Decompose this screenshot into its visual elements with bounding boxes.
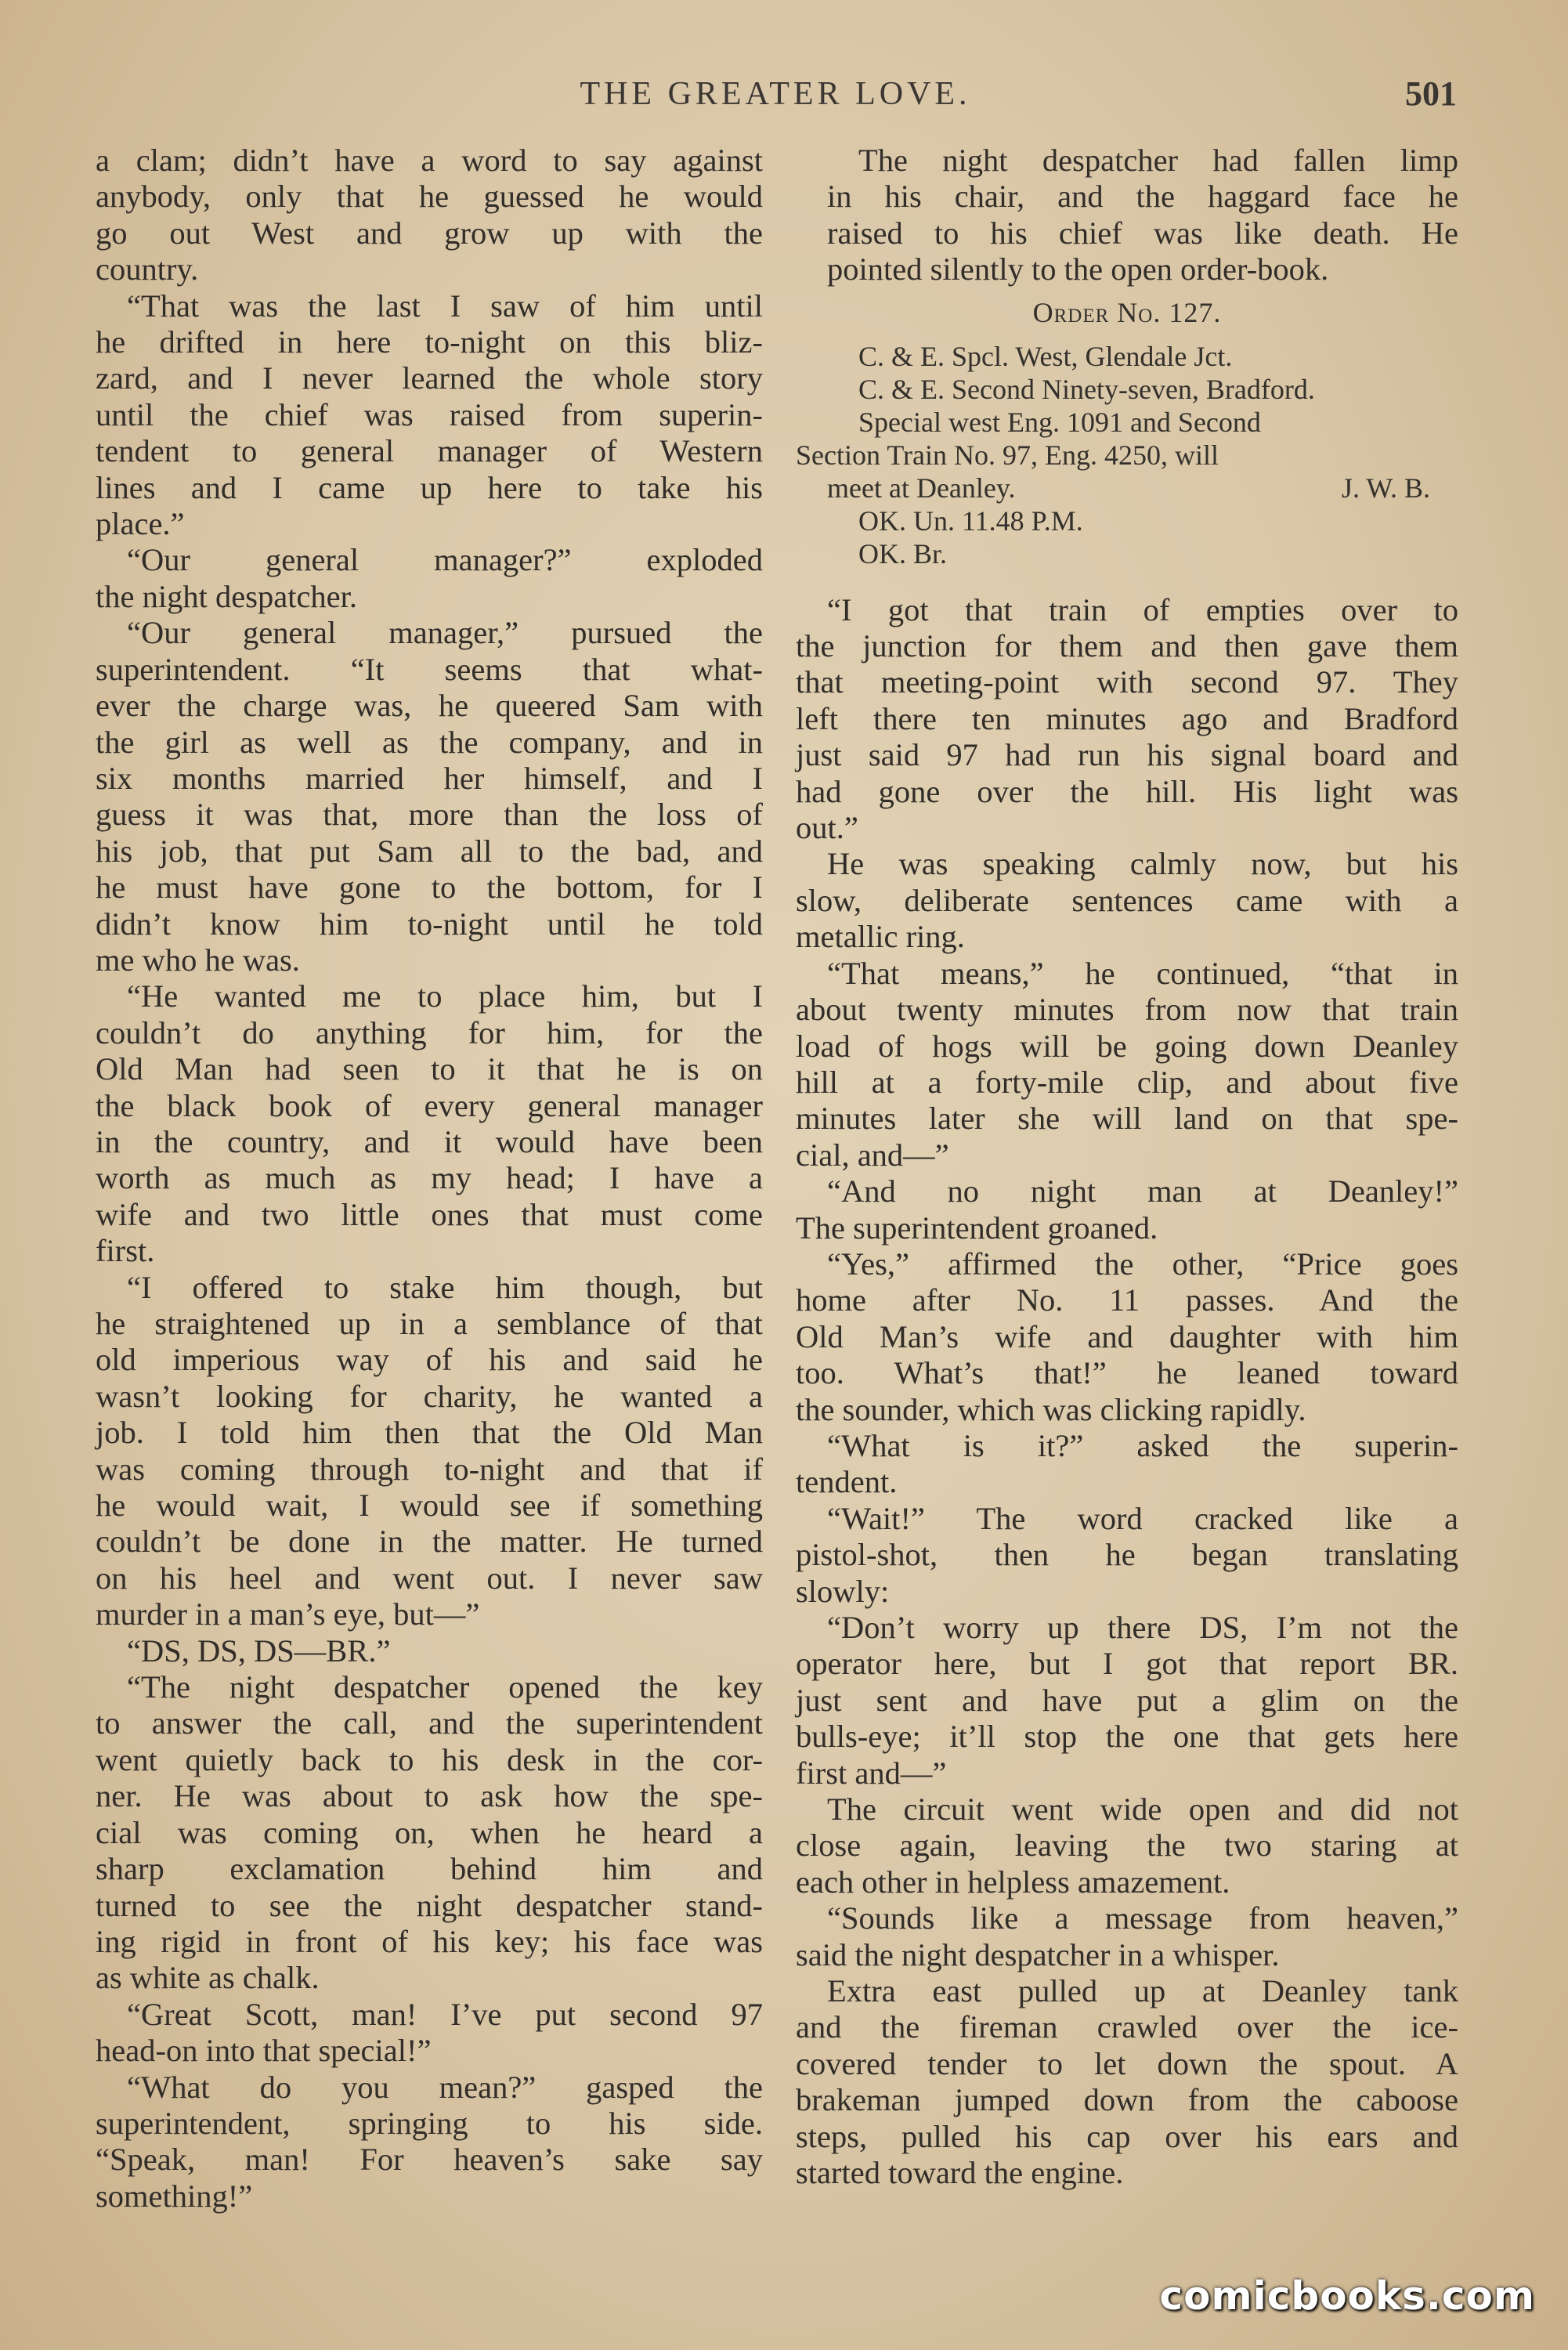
text-line: “Our general manager,” pursued the: [127, 615, 763, 651]
paragraph: [96, 2070, 763, 2215]
text-line: until the chief was raised from superin-: [96, 396, 763, 432]
order-line: meet at Deanley.: [827, 472, 1016, 504]
text-line: said the night despatcher in a whisper.: [796, 1936, 1280, 1972]
text-line: “What is it?” asked the superin-: [827, 1427, 1458, 1463]
text-line: guess it was that, more than the loss of: [96, 797, 763, 833]
paragraph: [96, 615, 763, 978]
text-line: “He wanted me to place him, but I: [127, 978, 763, 1014]
watermark-logo: comicbooks.com: [1159, 2273, 1535, 2319]
text-line: “DS, DS, DS—BR.”: [127, 1632, 391, 1668]
text-line: was coming through to-night and that if: [96, 1451, 763, 1487]
text-line: “I offered to stake him though, but: [127, 1269, 763, 1305]
text-line: lines and I came up here to take his: [96, 469, 763, 505]
paragraph: [796, 143, 1458, 288]
text-line: cial, and—”: [796, 1137, 949, 1173]
text-line: brakeman jumped down from the caboose: [796, 2082, 1458, 2118]
text-line: the black book of every general manager: [96, 1087, 763, 1123]
text-line: The circuit went wide open and did not: [827, 1791, 1458, 1828]
text-line: Old Man had seen to it that he is on: [96, 1051, 763, 1087]
text-line: “Great Scott, man! I’ve put second 97: [127, 1996, 763, 2032]
text-line: sharp exclamation behind him and: [96, 1851, 763, 1887]
paragraph: [96, 1997, 763, 2070]
text-line: head-on into that special!”: [96, 2033, 432, 2069]
running-title: THE GREATER LOVE.: [580, 76, 971, 112]
text-line: steps, pulled his cap over his ears and: [796, 2118, 1458, 2154]
order-line: C. & E. Spcl. West, Glendale Jct.: [858, 340, 1233, 372]
text-line: old imperious way of his and said he: [96, 1342, 763, 1378]
page-header: [94, 67, 1457, 122]
text-line: couldn’t do anything for him, for the: [96, 1014, 763, 1050]
text-line: he straightened up in a semblance of that: [96, 1306, 763, 1341]
text-line: “That means,” he continued, “that in: [827, 955, 1458, 991]
text-line: cial was coming on, when he heard a: [96, 1814, 763, 1850]
paragraph: [96, 1270, 763, 1633]
text-line: ever the charge was, he queered Sam with: [96, 688, 763, 724]
paragraph: [796, 1428, 1458, 1501]
paragraph: [796, 1173, 1458, 1246]
order-line: OK. Br.: [858, 537, 948, 569]
text-line: “Our general manager?” exploded: [127, 542, 763, 578]
text-line: “What do you mean?” gasped the: [127, 2069, 763, 2105]
text-line: hill at a forty-mile clip, and about five: [796, 1064, 1458, 1100]
order-line: C. & E. Second Ninety-seven, Bradford.: [858, 373, 1315, 405]
text-line: the girl as well as the company, and in: [96, 724, 763, 760]
paragraph: [796, 1246, 1458, 1428]
text-line: “And no night man at Deanley!”: [827, 1173, 1458, 1209]
text-line: “That was the last I saw of him until: [127, 287, 763, 324]
text-line: bulls-eye; it’ll stop the one that gets here: [796, 1719, 1458, 1755]
text-line: The superintendent groaned.: [796, 1209, 1158, 1246]
paragraph: [96, 143, 763, 288]
text-line: “The night despatcher opened the key: [127, 1669, 763, 1705]
text-line: first.: [96, 1233, 155, 1269]
text-line: “Wait!” The word cracked like a: [827, 1500, 1458, 1536]
text-line: job. I told him then that the Old Man: [96, 1415, 763, 1451]
text-line: superintendent, springing to his side.: [96, 2105, 763, 2141]
text-line: go out West and grow up with the: [96, 215, 763, 251]
text-line: couldn’t be done in the matter. He turned: [96, 1524, 763, 1560]
text-line: six months married her himself, and I: [96, 760, 763, 796]
text-line: tendent to general manager of Western: [96, 433, 763, 469]
text-line: first and—”: [796, 1755, 947, 1791]
text-line: he would wait, I would see if something: [96, 1488, 763, 1524]
text-line: anybody, only that he guessed he would: [96, 179, 763, 215]
order-signature: J. W. B.: [1341, 472, 1430, 504]
text-line: minutes later she will land on that spe-: [796, 1101, 1458, 1137]
text-line: He was speaking calmly now, but his: [827, 846, 1458, 882]
text-line: the junction for them and then gave them: [796, 628, 1458, 664]
text-line: too. What’s that!” he leaned toward: [796, 1355, 1458, 1391]
text-line: close again, leaving the two staring at: [796, 1828, 1458, 1864]
paragraph: [96, 1633, 763, 1669]
text-line: he must have gone to the bottom, for I: [96, 870, 763, 906]
text-line: pistol-shot, then he began translating: [796, 1537, 1458, 1573]
text-line: went quietly back to his desk in the cor-: [96, 1741, 763, 1777]
text-line: tendent.: [796, 1464, 898, 1500]
text-line: worth as much as my head; I have a: [96, 1160, 763, 1196]
text-line: Extra east pulled up at Deanley tank: [827, 1973, 1458, 2009]
order-line: OK. Un. 11.48 P.M.: [858, 504, 1083, 537]
text-line: home after No. 11 passes. And the: [796, 1282, 1458, 1318]
text-line: covered tender to let down the spout. A: [796, 2045, 1458, 2081]
order-block: [796, 296, 1458, 570]
text-line: his job, that put Sam all to the bad, and: [96, 833, 763, 869]
text-line: place.”: [96, 506, 185, 542]
text-line: “Speak, man! For heaven’s sake say: [96, 2142, 763, 2178]
right-column: [796, 143, 1458, 2192]
text-line: zard, and I never learned the whole story: [96, 360, 763, 396]
right-column-body: [796, 592, 1458, 2192]
text-line: the night despatcher.: [96, 578, 358, 614]
text-line: “Don’t worry up there DS, I’m not the: [827, 1610, 1458, 1645]
paragraph: [796, 1501, 1458, 1610]
text-line: metallic ring.: [796, 919, 965, 955]
paragraph: [96, 542, 763, 615]
text-line: wife and two little ones that must come: [96, 1196, 763, 1232]
text-line: turned to see the night despatcher stand-: [96, 1887, 763, 1923]
text-line: on his heel and went out. I never saw: [96, 1560, 763, 1596]
paragraph: [796, 846, 1458, 955]
text-line: a clam; didn’t have a word to say against: [96, 143, 763, 178]
text-line: as white as chalk.: [96, 1960, 320, 1996]
text-line: operator here, but I got that report BR.: [796, 1646, 1458, 1682]
paragraph: [796, 1900, 1458, 1973]
text-line: in the country, and it would have been: [96, 1123, 763, 1159]
text-line: just sent and have put a glim on the: [796, 1682, 1458, 1718]
paragraph: [796, 1791, 1458, 1900]
text-line: about twenty minutes from now that train: [796, 992, 1458, 1028]
text-line: “I got that train of empties over to: [827, 591, 1458, 627]
text-line: to answer the call, and the superintendent: [96, 1705, 763, 1741]
text-line: wasn’t looking for charity, he wanted a: [96, 1378, 763, 1414]
text-line: slow, deliberate sentences came with a: [796, 882, 1458, 918]
paragraph: [796, 592, 1458, 847]
paragraph: [796, 1973, 1458, 2191]
text-line: ing rigid in front of his key; his face was: [96, 1923, 763, 1959]
text-line: in his chair, and the haggard face he: [827, 179, 1458, 215]
order-title: Order No. 127.: [1032, 296, 1222, 328]
text-line: country.: [96, 251, 199, 287]
text-line: The night despatcher had fallen limp: [858, 143, 1458, 178]
text-line: “Sounds like a message from heaven,”: [827, 1900, 1458, 1936]
text-line: something!”: [96, 2178, 253, 2214]
text-line: raised to his chief was like death. He: [827, 215, 1458, 251]
text-line: left there ten minutes ago and Bradford: [796, 700, 1458, 736]
text-line: each other in helpless amazement.: [796, 1864, 1230, 1900]
text-line: and the fireman crawled over the ice-: [796, 2009, 1458, 2045]
paragraph: [96, 288, 763, 543]
text-line: just said 97 had run his signal board and: [796, 737, 1458, 773]
text-line: started toward the engine.: [796, 2155, 1124, 2191]
paragraph: [796, 1610, 1458, 1791]
text-line: “Yes,” affirmed the other, “Price goes: [827, 1246, 1458, 1282]
text-line: murder in a man’s eye, but—”: [96, 1596, 480, 1632]
text-line: load of hogs will be going down Deanley: [796, 1028, 1458, 1064]
order-line: Section Train No. 97, Eng. 4250, will: [796, 439, 1219, 471]
paragraph: [96, 978, 763, 1269]
paragraph: [796, 956, 1458, 1173]
page-number: 501: [1405, 74, 1457, 113]
text-line: the sounder, which was clicking rapidly.: [796, 1391, 1306, 1427]
text-line: that meeting-point with second 97. They: [796, 664, 1458, 700]
text-line: slowly:: [796, 1573, 890, 1609]
text-line: didn’t know him to-night until he told: [96, 906, 763, 942]
text-line: he drifted in here to-night on this bliz-: [96, 324, 763, 360]
text-line: had gone over the hill. His light was: [796, 773, 1458, 809]
text-line: me who he was.: [96, 942, 300, 978]
text-line: superintendent. “It seems that what-: [96, 651, 763, 687]
text-line: ner. He was about to ask how the spe-: [96, 1778, 763, 1814]
text-line: pointed silently to the open order-book.: [827, 251, 1329, 287]
text-line: Old Man’s wife and daughter with him: [796, 1318, 1458, 1354]
text-line: out.”: [796, 810, 858, 846]
order-line: Special west Eng. 1091 and Second: [858, 406, 1261, 438]
order-signature-line: [796, 472, 1458, 504]
paragraph: [96, 1669, 763, 1997]
left-column: [96, 143, 763, 2214]
